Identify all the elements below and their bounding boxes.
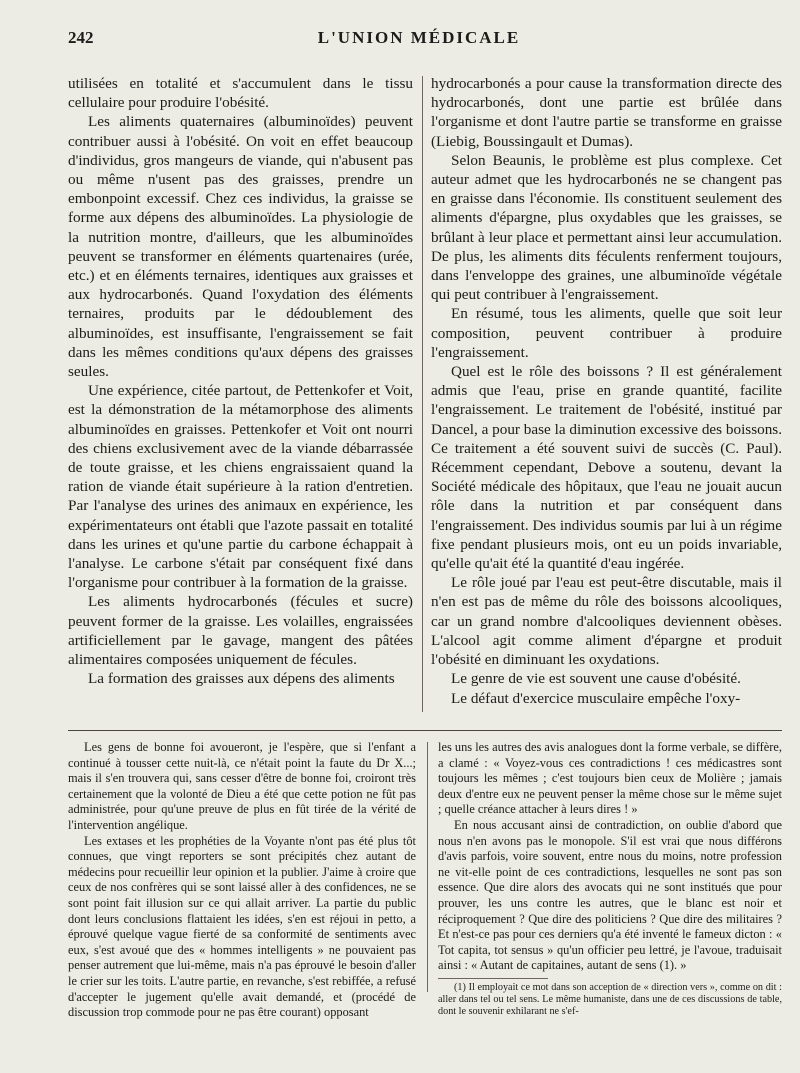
paragraph: Quel est le rôle des boissons ? Il est généralement admis que l'eau, prise en grande quantité, facilite l'engraissement. Le traitement de l'obésité, institué par Dancel, a pour base la diminution excessive des boissons. Ce traitement a été souvent suivi de succès (C. Paul). Récemment cependant, Debove a soutenu, devant la Société médicale des hôpitaux, que l'eau ne jouait aucun rôle dans la nutrition et par conséquent dans l'engraissement. Des individus soumis par lui à un régime fixe pendant plusieurs mois, ont eu un poids invariable, qu'elle qu'ait été la quantité d'eau ingérée.	[431, 363, 782, 573]
column-divider	[427, 742, 428, 992]
paragraph: Une expérience, citée partout, de Pettenkofer et Voit, est la démonstration de la métamorphose des aliments albuminoïdes en graisses. Pettenkofer et Voit ont nourri des chiens exclusivement avec de la viande débarrassée de toute graisse, et les chiens engraissaient quand la ration de viande était supérieure à la ration d'entretien. Par l'analyse des urines des animaux en expérience, les expérimentateurs ont établi que l'azote passait en totalité dans les urines et qu'une partie du carbone échappait à l'analyse. Le carbone s'était par conséquent fixé dans l'organisme pour contribuer à la formation de la graisse.	[68, 382, 413, 592]
running-title: L'UNION MÉDICALE	[317, 28, 521, 47]
paragraph: Les aliments quaternaires (albuminoïdes) peuvent contribuer aussi à l'obésité. On voit en effet beaucoup d'individus, gros mangeurs de viande, qui n'abusent pas ou même n'usent pas des graisses, prendre un embonpoint excessif. Chez ces individus, la graisse se forme aux dépens des albuminoïdes. La physiologie de la nutrition montre, d'ailleurs, que les albuminoïdes peuvent se transformer en éléments quartenaires (urée, etc.) et en éléments ternaires, identiques aux graisses et aux hydrocarbonés. Quand l'oxydation des éléments ternaires, produits par le dédoublement des albuminoïdes, est insuffisante, l'engraissement se fait dans les mêmes conditions qu'aux dépens des graisses seules.	[68, 113, 413, 381]
column-divider	[422, 76, 423, 712]
feuilleton-right-column	[438, 740, 782, 1065]
paragraph: Le genre de vie est souvent une cause d'obésité.	[451, 670, 741, 688]
feuilleton-left-column	[68, 740, 416, 1065]
paragraph: Les gens de bonne foi avoueront, je l'espère, que si l'enfant a continué à tousser cette nuit-là, ce n'était point la faute du Dr X...; mais il s'en trouvera qui, sans cesser d'être de bonne foi, croiront très certainement que la volonté de Dieu a été que cette potion ne fût pas administrée, pour qu'une preuve de plus en fût tirée de la vérité de l'intervention angélique.	[68, 740, 416, 832]
feuilleton-section	[68, 740, 782, 1065]
paragraph: utilisées en totalité et s'accumulent dans le tissu cellulaire pour produire l'obésité.	[68, 75, 413, 112]
page-number: 242	[68, 28, 94, 47]
page-header	[68, 28, 770, 52]
section-separator	[68, 730, 782, 731]
paragraph: En résumé, tous les aliments, quelle que soit leur composition, peuvent contribuer à produire l'engraissement.	[431, 305, 782, 361]
paragraph: hydrocarbonés a pour cause la transformation directe des hydrocarbonés, dont une partie est brûlée dans l'organisme et dont l'autre partie se transforme en graisse (Liebig, Boussingault et Dumas).	[431, 75, 782, 150]
paragraph: Les extases et les prophéties de la Voyante n'ont pas été plus tôt connues, que vingt reporters se sont précipités chez autant de médecins pour recueillir leur opinion et la publier. J'aime à croire que ceux de nos confrères qui se sont laissé aller à des confidences, ne se sont point fait illusion sur ce qui allait arriver. La partie du public dont leurs conclusions flattaient les idées, s'en est réjoui in petto, a éprouvé quelque vague fierté de sa conformité de sentiments avec eux, s'est avoué que des « hommes intelligents » ne pouvaient pas penser autrement que lui-même, mais n'a pas éprouvé le besoin d'aller le crier sur les toits. L'autre partie, en revanche, s'est rebiffée, a refusé d'accepter le jugement qu'elle avait demandé, et (procédé de discussion trop commode pour ne pas être courant) opposant	[68, 833, 416, 1020]
paragraph: les uns les autres des avis analogues dont la forme verbale, se diffère, a clamé : « Voyez-vous ces contradictions ! ces médicastres sont toujours les mêmes ; c'est toujours bien ceux de Molière ; jamais deux d'entre eux ne peuvent penser la même chose sur le même sujet ; quelle créance attacher à leurs dires ! »	[438, 740, 782, 817]
article-right-column	[431, 74, 782, 714]
paragraph: En nous accusant ainsi de contradiction, on oublie d'abord que nous n'en avons pas le monopole. S'il est vrai que nous différons d'avis parfois, voire souvent, entre nous du moins, notre profession ne vit-elle point de ces contradictions, lesquelles ne sont pas son essence. Que dire alors des avocats qui ne sont institués que pour prouver, les uns contre les autres, que le blanc est noir et réciproquement ? Que dire des politiciens ? Que dire des militaires ? Et n'est-ce pas pour ces derniers qu'a été inventé le fameux dicton : « Tot capita, tot sensus » qu'un officier peu lettré, je l'avoue, traduisait ainsi : « Autant de capitaines, autant de sens (1). »	[438, 817, 782, 973]
footnote: (1) Il employait ce mot dans son acception de « direction vers », comme on dit : aller dans tel ou tel sens. Le même humaniste, dans une de ces discussions de table, dont le souvenir exhilarant ne s'ef-	[438, 981, 782, 1017]
article-body	[68, 74, 782, 714]
paragraph: Les aliments hydrocarbonés (fécules et sucre) peuvent former de la graisse. Les volailles, engraissées artificiellement par le gavage, mangent des pâtées alimentaires composées uniquement de fécules.	[68, 593, 413, 669]
paragraph: Le défaut d'exercice musculaire empêche l'oxy-	[451, 689, 741, 707]
paragraph: Selon Beaunis, le problème est plus complexe. Cet auteur admet que les hydrocarbonés ne se changent pas en graisse dans l'économie. Ils constituent seulement des aliments d'épargne, plus oxydables que les graisses, se brûlant à leur place et permettant ainsi leur accumulation. De plus, les aliments dits féculents renferment toujours, dans l'enveloppe des graines, une albuminoïde végétale qui peut contribuer à l'engraissement.	[431, 151, 782, 304]
paragraph: La formation des graisses aux dépens des aliments	[88, 670, 395, 688]
paragraph: Le rôle joué par l'eau est peut-être discutable, mais il n'en est pas de même du rôle des boissons alcooliques, car un grand nombre d'alcooliques deviennent obèses. L'alcool agit comme aliment d'épargne et produit l'obésité en diminuant les oxydations.	[431, 574, 782, 669]
article-left-column	[68, 74, 413, 714]
footnote-rule	[438, 978, 548, 979]
